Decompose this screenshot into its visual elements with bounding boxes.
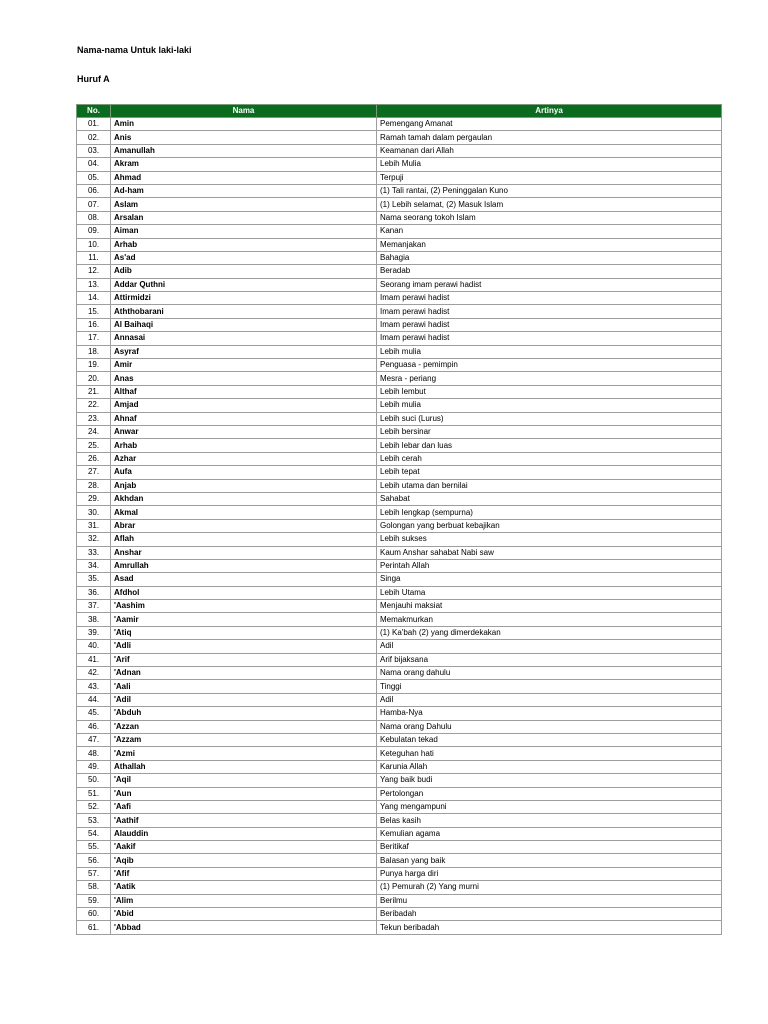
row-meaning: Imam perawi hadist — [377, 305, 722, 318]
row-number: 26. — [77, 452, 111, 465]
row-number: 59. — [77, 894, 111, 907]
table-row — [77, 908, 722, 921]
table-row — [77, 733, 722, 746]
names-table — [76, 104, 722, 935]
section-title: Huruf A — [77, 74, 110, 84]
row-meaning: Nama orang dahulu — [377, 667, 722, 680]
row-meaning: Punya harga diri — [377, 867, 722, 880]
row-number: 54. — [77, 827, 111, 840]
row-name: Athallah — [111, 760, 377, 773]
row-name: Asad — [111, 573, 377, 586]
row-name: Aiman — [111, 225, 377, 238]
row-meaning: Lebih sukses — [377, 533, 722, 546]
row-meaning: Keteguhan hati — [377, 747, 722, 760]
row-name: Ahmad — [111, 171, 377, 184]
table-row — [77, 292, 722, 305]
row-meaning: Beritikaf — [377, 841, 722, 854]
row-number: 14. — [77, 292, 111, 305]
table-row — [77, 680, 722, 693]
table-row — [77, 626, 722, 639]
row-number: 60. — [77, 908, 111, 921]
row-name: Adib — [111, 265, 377, 278]
row-number: 32. — [77, 533, 111, 546]
row-meaning: (1) Pemurah (2) Yang murni — [377, 881, 722, 894]
row-name: 'Aathif — [111, 814, 377, 827]
row-number: 27. — [77, 466, 111, 479]
row-name: Al Baihaqi — [111, 318, 377, 331]
row-meaning: (1) Tali rantai, (2) Peninggalan Kuno — [377, 184, 722, 197]
row-name: Arhab — [111, 238, 377, 251]
row-meaning: Lebih utama dan bernilai — [377, 479, 722, 492]
row-number: 15. — [77, 305, 111, 318]
table-row — [77, 867, 722, 880]
row-number: 46. — [77, 720, 111, 733]
row-name: Aufa — [111, 466, 377, 479]
document-title: Nama-nama Untuk laki-laki — [77, 45, 192, 55]
row-meaning: Tekun beribadah — [377, 921, 722, 934]
table-row — [77, 827, 722, 840]
row-number: 36. — [77, 586, 111, 599]
row-name: Alauddin — [111, 827, 377, 840]
row-name: 'Abduh — [111, 707, 377, 720]
table-row — [77, 854, 722, 867]
row-meaning: Lebih Utama — [377, 586, 722, 599]
row-number: 51. — [77, 787, 111, 800]
row-name: Akhdan — [111, 492, 377, 505]
row-meaning: Memanjakan — [377, 238, 722, 251]
row-meaning: Hamba-Nya — [377, 707, 722, 720]
table-row — [77, 667, 722, 680]
table-row — [77, 372, 722, 385]
table-row — [77, 613, 722, 626]
table-row — [77, 318, 722, 331]
row-number: 29. — [77, 492, 111, 505]
row-number: 55. — [77, 841, 111, 854]
table-body — [77, 118, 722, 935]
row-number: 09. — [77, 225, 111, 238]
table-row — [77, 921, 722, 934]
table-row — [77, 586, 722, 599]
table-row — [77, 466, 722, 479]
row-number: 08. — [77, 211, 111, 224]
table-row — [77, 653, 722, 666]
row-name: Arsalan — [111, 211, 377, 224]
row-meaning: Arif bijaksana — [377, 653, 722, 666]
row-number: 12. — [77, 265, 111, 278]
row-meaning: Imam perawi hadist — [377, 292, 722, 305]
row-meaning: Pertolongan — [377, 787, 722, 800]
row-meaning: Memakmurkan — [377, 613, 722, 626]
row-number: 34. — [77, 559, 111, 572]
table-row — [77, 894, 722, 907]
row-number: 01. — [77, 118, 111, 131]
table-row — [77, 158, 722, 171]
table-row — [77, 345, 722, 358]
row-name: Aflah — [111, 533, 377, 546]
table-row — [77, 412, 722, 425]
table-row — [77, 144, 722, 157]
table-row — [77, 774, 722, 787]
table-row — [77, 385, 722, 398]
row-name: Anis — [111, 131, 377, 144]
row-name: 'Alim — [111, 894, 377, 907]
row-name: Althaf — [111, 385, 377, 398]
row-number: 39. — [77, 626, 111, 639]
row-number: 53. — [77, 814, 111, 827]
row-name: 'Aakif — [111, 841, 377, 854]
row-number: 41. — [77, 653, 111, 666]
row-number: 13. — [77, 278, 111, 291]
row-name: Asyraf — [111, 345, 377, 358]
row-meaning: Keamanan dari Allah — [377, 144, 722, 157]
table-row — [77, 238, 722, 251]
row-meaning: Adil — [377, 693, 722, 706]
row-meaning: Yang mengampuni — [377, 800, 722, 813]
row-number: 57. — [77, 867, 111, 880]
table-row — [77, 881, 722, 894]
row-name: Arhab — [111, 439, 377, 452]
row-meaning: Adil — [377, 640, 722, 653]
row-number: 10. — [77, 238, 111, 251]
row-name: Aththobarani — [111, 305, 377, 318]
table-row — [77, 707, 722, 720]
row-meaning: Ramah tamah dalam pergaulan — [377, 131, 722, 144]
row-number: 25. — [77, 439, 111, 452]
table-row — [77, 452, 722, 465]
row-name: 'Aatik — [111, 881, 377, 894]
row-name: 'Aafi — [111, 800, 377, 813]
row-number: 19. — [77, 359, 111, 372]
row-meaning: Imam perawi hadist — [377, 332, 722, 345]
row-name: Aslam — [111, 198, 377, 211]
table-row — [77, 439, 722, 452]
row-name: 'Arif — [111, 653, 377, 666]
row-meaning: Sahabat — [377, 492, 722, 505]
row-meaning: Menjauhi maksiat — [377, 600, 722, 613]
row-number: 04. — [77, 158, 111, 171]
row-meaning: Nama seorang tokoh Islam — [377, 211, 722, 224]
table-row — [77, 265, 722, 278]
row-name: Amin — [111, 118, 377, 131]
row-number: 24. — [77, 425, 111, 438]
row-name: Annasai — [111, 332, 377, 345]
table-row — [77, 573, 722, 586]
row-name: 'Adli — [111, 640, 377, 653]
row-meaning: Karunia Allah — [377, 760, 722, 773]
row-number: 38. — [77, 613, 111, 626]
row-number: 40. — [77, 640, 111, 653]
row-meaning: Golongan yang berbuat kebajikan — [377, 519, 722, 532]
row-meaning: Lebih lembut — [377, 385, 722, 398]
row-name: 'Atiq — [111, 626, 377, 639]
row-number: 02. — [77, 131, 111, 144]
row-meaning: Berilmu — [377, 894, 722, 907]
table-row — [77, 640, 722, 653]
row-number: 21. — [77, 385, 111, 398]
table-row — [77, 332, 722, 345]
row-name: 'Abbad — [111, 921, 377, 934]
table-row — [77, 225, 722, 238]
row-number: 16. — [77, 318, 111, 331]
row-meaning: Nama orang Dahulu — [377, 720, 722, 733]
row-name: 'Azzam — [111, 733, 377, 746]
row-meaning: (1) Lebih selamat, (2) Masuk Islam — [377, 198, 722, 211]
row-name: 'Aamir — [111, 613, 377, 626]
row-meaning: Kaum Anshar sahabat Nabi saw — [377, 546, 722, 559]
row-meaning: Lebih Mulia — [377, 158, 722, 171]
row-number: 58. — [77, 881, 111, 894]
row-number: 35. — [77, 573, 111, 586]
row-name: 'Aqil — [111, 774, 377, 787]
row-number: 42. — [77, 667, 111, 680]
row-number: 44. — [77, 693, 111, 706]
row-name: Amanullah — [111, 144, 377, 157]
row-meaning: Beribadah — [377, 908, 722, 921]
row-meaning: Terpuji — [377, 171, 722, 184]
table-row — [77, 425, 722, 438]
row-meaning: Lebih bersinar — [377, 425, 722, 438]
row-name: 'Abid — [111, 908, 377, 921]
row-number: 61. — [77, 921, 111, 934]
row-meaning: Seorang imam perawi hadist — [377, 278, 722, 291]
table-row — [77, 559, 722, 572]
row-meaning: Lebih cerah — [377, 452, 722, 465]
table-row — [77, 211, 722, 224]
row-name: Anwar — [111, 425, 377, 438]
header-artinya: Artinya — [377, 105, 722, 118]
row-meaning: Lebih tepat — [377, 466, 722, 479]
table-row — [77, 479, 722, 492]
row-number: 49. — [77, 760, 111, 773]
row-meaning: Mesra - periang — [377, 372, 722, 385]
row-number: 06. — [77, 184, 111, 197]
table-row — [77, 359, 722, 372]
row-meaning: Belas kasih — [377, 814, 722, 827]
row-number: 22. — [77, 399, 111, 412]
row-number: 45. — [77, 707, 111, 720]
row-meaning: Kanan — [377, 225, 722, 238]
table-row — [77, 184, 722, 197]
table-row — [77, 760, 722, 773]
row-name: Anjab — [111, 479, 377, 492]
row-number: 23. — [77, 412, 111, 425]
table-header — [77, 105, 722, 118]
header-nama: Nama — [111, 105, 377, 118]
table-row — [77, 399, 722, 412]
table-row — [77, 546, 722, 559]
row-number: 48. — [77, 747, 111, 760]
table-row — [77, 519, 722, 532]
row-name: 'Adnan — [111, 667, 377, 680]
row-meaning: Lebih lengkap (sempurna) — [377, 506, 722, 519]
row-meaning: Lebih lebar dan luas — [377, 439, 722, 452]
table-row — [77, 841, 722, 854]
row-meaning: Imam perawi hadist — [377, 318, 722, 331]
row-meaning: Singa — [377, 573, 722, 586]
row-name: Anas — [111, 372, 377, 385]
row-number: 30. — [77, 506, 111, 519]
table-row — [77, 720, 722, 733]
row-name: 'Afif — [111, 867, 377, 880]
table-row — [77, 600, 722, 613]
table-row — [77, 814, 722, 827]
row-name: 'Aqib — [111, 854, 377, 867]
header-row — [77, 105, 722, 118]
row-name: Addar Quthni — [111, 278, 377, 291]
row-name: Amrullah — [111, 559, 377, 572]
row-meaning: Yang baik budi — [377, 774, 722, 787]
row-number: 43. — [77, 680, 111, 693]
row-number: 17. — [77, 332, 111, 345]
table-row — [77, 305, 722, 318]
row-meaning: Kebulatan tekad — [377, 733, 722, 746]
row-meaning: Pemengang Amanat — [377, 118, 722, 131]
row-name: Ahnaf — [111, 412, 377, 425]
table-row — [77, 693, 722, 706]
row-name: 'Azzan — [111, 720, 377, 733]
row-number: 20. — [77, 372, 111, 385]
row-meaning: Perintah Allah — [377, 559, 722, 572]
row-number: 50. — [77, 774, 111, 787]
row-name: 'Azmi — [111, 747, 377, 760]
row-name: As'ad — [111, 251, 377, 264]
row-meaning: Lebih suci (Lurus) — [377, 412, 722, 425]
row-meaning: (1) Ka'bah (2) yang dimerdekakan — [377, 626, 722, 639]
row-name: 'Aali — [111, 680, 377, 693]
table-row — [77, 506, 722, 519]
row-meaning: Balasan yang baik — [377, 854, 722, 867]
table-row — [77, 533, 722, 546]
row-name: Ad-ham — [111, 184, 377, 197]
row-number: 03. — [77, 144, 111, 157]
row-meaning: Lebih mulia — [377, 399, 722, 412]
row-meaning: Bahagia — [377, 251, 722, 264]
table-row — [77, 787, 722, 800]
table-row — [77, 747, 722, 760]
table-row — [77, 492, 722, 505]
row-number: 11. — [77, 251, 111, 264]
row-meaning: Beradab — [377, 265, 722, 278]
row-name: 'Aun — [111, 787, 377, 800]
row-name: Amjad — [111, 399, 377, 412]
table-row — [77, 278, 722, 291]
row-number: 52. — [77, 800, 111, 813]
row-meaning: Lebih mulia — [377, 345, 722, 358]
row-number: 07. — [77, 198, 111, 211]
table-row — [77, 251, 722, 264]
table-row — [77, 198, 722, 211]
row-name: Afdhol — [111, 586, 377, 599]
table-row — [77, 800, 722, 813]
row-name: Anshar — [111, 546, 377, 559]
row-name: Abrar — [111, 519, 377, 532]
row-number: 37. — [77, 600, 111, 613]
row-name: 'Adil — [111, 693, 377, 706]
row-number: 47. — [77, 733, 111, 746]
row-meaning: Tinggi — [377, 680, 722, 693]
header-no: No. — [77, 105, 111, 118]
row-number: 56. — [77, 854, 111, 867]
row-name: Amir — [111, 359, 377, 372]
row-name: Akmal — [111, 506, 377, 519]
row-number: 18. — [77, 345, 111, 358]
row-name: 'Aashim — [111, 600, 377, 613]
row-number: 33. — [77, 546, 111, 559]
table-row — [77, 171, 722, 184]
row-number: 05. — [77, 171, 111, 184]
row-name: Attirmidzi — [111, 292, 377, 305]
row-name: Akram — [111, 158, 377, 171]
row-number: 28. — [77, 479, 111, 492]
table-row — [77, 131, 722, 144]
row-meaning: Kemulian agama — [377, 827, 722, 840]
row-number: 31. — [77, 519, 111, 532]
row-name: Azhar — [111, 452, 377, 465]
row-meaning: Penguasa - pemimpin — [377, 359, 722, 372]
table-row — [77, 118, 722, 131]
